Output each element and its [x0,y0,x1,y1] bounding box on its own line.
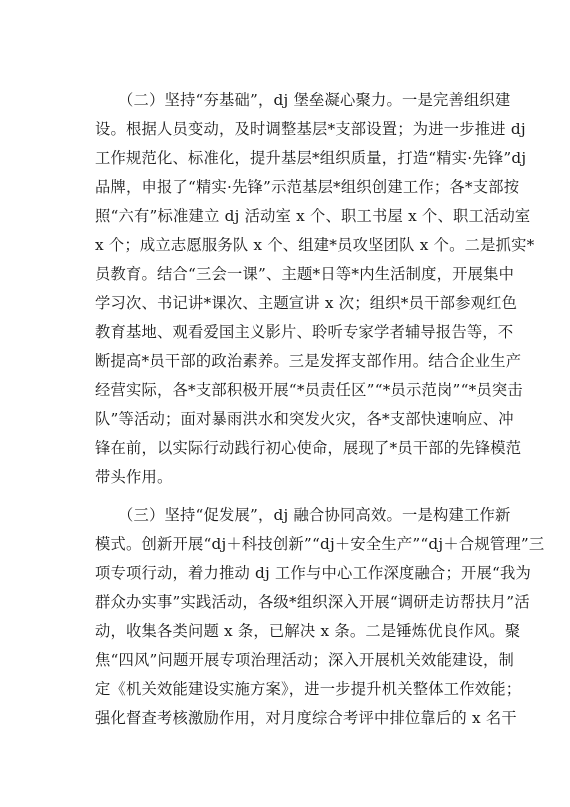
text-line: 工作规范化、标准化，提升基层*组织质量，打造“精实·先锋”dj [95,149,527,167]
text-line: 强化督查考核激励作用，对月度综合考评中排位靠后的 x 名干 [95,709,517,727]
text-line: 断提高*员干部的政治素养。三是发挥支部作用。结合企业生产 [95,352,522,370]
text-line: 锋在前，以实际行动践行初心使命，展现了*员干部的先锋模范 [95,439,522,457]
text-line: 带头作用。 [95,468,173,486]
text-line: 群众办实事”实践活动，各级*组织深入开展“调研走访帮扶月”活 [95,593,530,611]
text-line: 定《机关效能建设实施方案》，进一步提升机关整体工作效能； [95,680,522,698]
text-line: 焦“四风”问题开展专项治理活动；深入开展机关效能建设，制 [95,651,514,669]
text-line: 教育基地、观看爱国主义影片、聆听专家学者辅导报告等，不 [95,323,514,341]
text-line: 经营实际，各*支部积极开展“*员责任区”“*员示范岗”“*员突击 [95,381,523,399]
text-line: 员教育。结合“三会一课”、主题*日等*内生活制度，开展集中 [95,265,515,283]
text-line: 品牌，申报了“精实·先锋”示范基层*组织创建工作；各*支部按 [95,178,520,196]
text-line: 设。根据人员变动，及时调整基层*支部设置；为进一步推进 dj [95,120,526,138]
section-two-heading-line: （二）坚持“夯基础”，dj 堡垒凝心聚力。一是完善组织建 [118,91,511,109]
text-line: 动，收集各类问题 x 条，已解决 x 条。二是锤炼优良作风。聚 [95,622,521,640]
text-line: x 个；成立志愿服务队 x 个、组建*员攻坚团队 x 个。二是抓实* [95,236,535,254]
text-line: 队”等活动；面对暴雨洪水和突发火灾，各*支部快速响应、冲 [95,410,514,428]
text-line: 模式。创新开展“dj＋科技创新”“dj＋安全生产”“dj＋合规管理”三 [95,535,545,553]
section-three-heading-line: （三）坚持“促发展”，dj 融合协同高效。一是构建工作新 [118,506,511,524]
text-line: 照“六有”标准建立 dj 活动室 x 个、职工书屋 x 个、职工活动室 [95,207,531,225]
text-line: 项专项行动，着力推动 dj 工作与中心工作深度融合；开展“我为 [95,564,532,582]
text-line: 学习次、书记讲*课次、主题宣讲 x 次；组织*员干部参观红色 [95,294,518,312]
